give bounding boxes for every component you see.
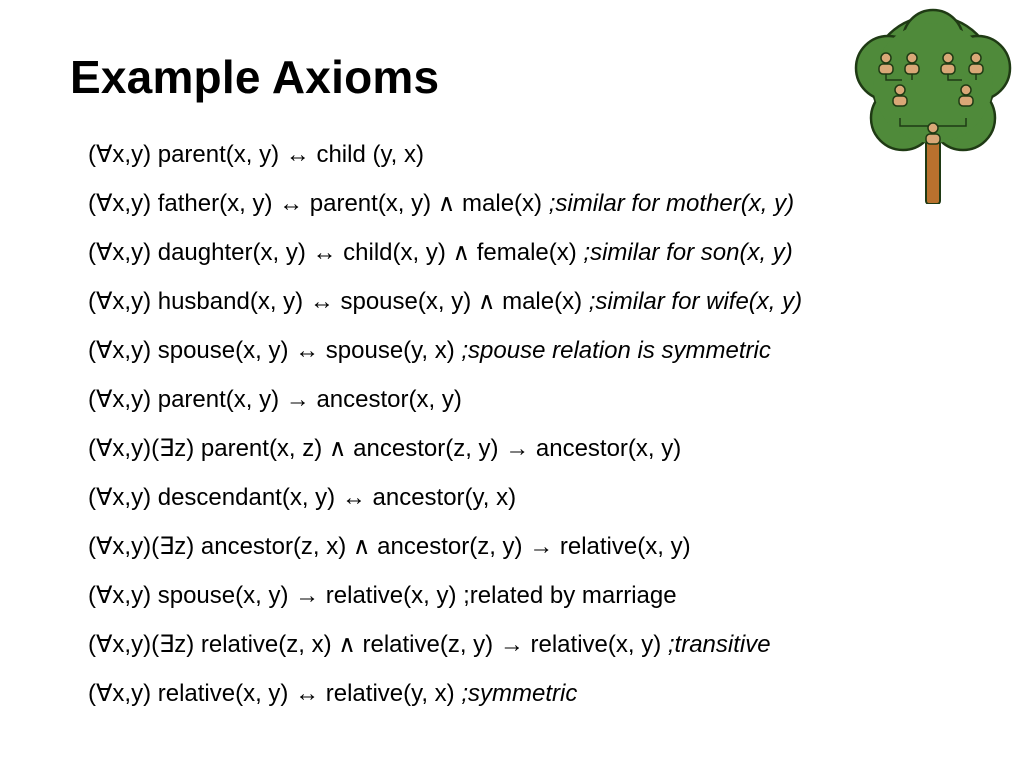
axiom-formula: (∀x,y) descendant(x, y) ↔ ancestor(y, x) xyxy=(88,484,517,511)
axiom-line xyxy=(88,136,802,185)
axiom-comment: ;spouse relation is symmetric xyxy=(461,337,771,364)
axiom-line xyxy=(88,577,802,626)
axiom-formula: (∀x,y) father(x, y) ↔ parent(x, y) ∧ male(x) xyxy=(88,190,549,217)
axiom-formula: (∀x,y)(∃z) parent(x, z) ∧ ancestor(z, y) → ancestor(x, y) xyxy=(88,435,682,462)
axiom-formula: (∀x,y)(∃z) ancestor(z, x) ∧ ancestor(z, y) → relative(x, y) xyxy=(88,533,691,560)
axiom-line xyxy=(88,528,802,577)
axiom-line xyxy=(88,479,802,528)
axiom-comment: ;symmetric xyxy=(461,680,578,707)
axiom-comment: ;transitive xyxy=(667,631,771,658)
axiom-comment: ;similar for wife(x, y) xyxy=(588,288,803,315)
axiom-formula: (∀x,y)(∃z) relative(z, x) ∧ relative(z, y) → relative(x, y) xyxy=(88,631,668,658)
axiom-line xyxy=(88,234,802,283)
axiom-comment: ;similar for son(x, y) xyxy=(583,239,793,266)
axiom-formula: (∀x,y) parent(x, y) ↔ child (y, x) xyxy=(88,141,425,168)
axiom-formula: (∀x,y) daughter(x, y) ↔ child(x, y) ∧ female(x) xyxy=(88,239,584,266)
axiom-line xyxy=(88,675,802,724)
axiom-line xyxy=(88,185,802,234)
axiom-formula: (∀x,y) spouse(x, y) → relative(x, y) xyxy=(88,582,464,609)
axiom-formula: (∀x,y) spouse(x, y) ↔ spouse(y, x) xyxy=(88,337,462,364)
axiom-line xyxy=(88,283,802,332)
axiom-comment: ;similar for mother(x, y) xyxy=(548,190,795,217)
axiom-formula: (∀x,y) relative(x, y) ↔ relative(y, x) xyxy=(88,680,462,707)
slide-title: Example Axioms xyxy=(70,51,440,103)
axiom-formula: (∀x,y) husband(x, y) ↔ spouse(x, y) ∧ male(x) xyxy=(88,288,589,315)
axiom-line xyxy=(88,381,802,430)
family-tree-icon xyxy=(848,8,1018,204)
axiom-comment: ;related by marriage xyxy=(463,582,677,609)
axiom-list xyxy=(88,136,802,724)
axiom-line xyxy=(88,626,802,675)
axiom-line xyxy=(88,332,802,381)
axiom-line xyxy=(88,430,802,479)
axiom-formula: (∀x,y) parent(x, y) → ancestor(x, y) xyxy=(88,386,462,413)
